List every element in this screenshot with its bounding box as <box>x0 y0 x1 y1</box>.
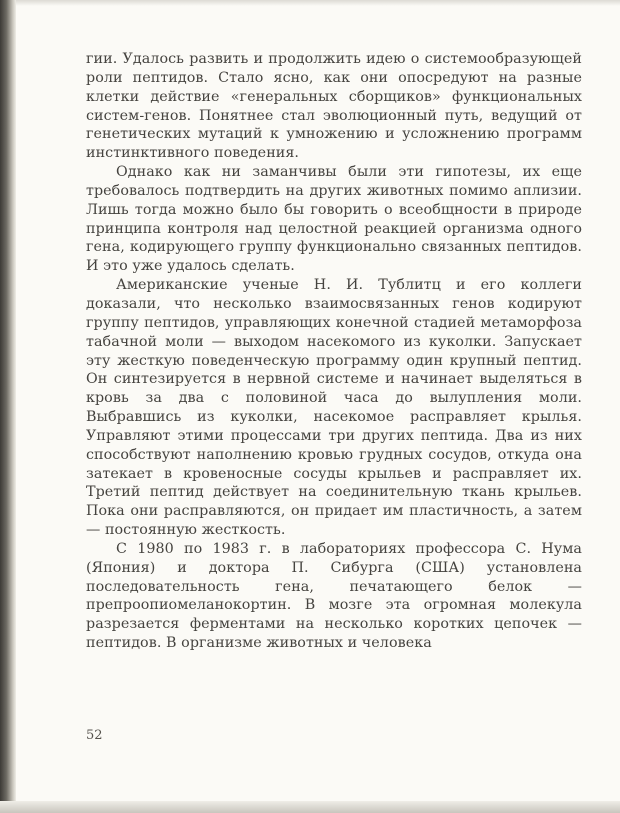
book-spine-shadow <box>0 0 16 813</box>
page-top-edge <box>0 0 620 6</box>
paragraph-4: С 1980 по 1983 г. в лабораториях профессора С. Нума (Япония) и доктора П. Сибурга (США) установлена последовательность гена, печатающего белок — препроопиомеланокортин. В мозге эта огромная молекула разрезается ферментами на несколько коротких цепочек — пептидов. В организме животных и человека <box>86 540 582 652</box>
paragraph-3: Американские ученые Н. И. Тублитц и его коллеги доказали, что несколько взаимосвязанных генов кодируют группу пептидов, управляющих конечной стадией метаморфоза табачной моли — выходом насекомого из куколки. Запускает эту жесткую поведенческую программу один крупный пептид. Он синтезируется в нервной системе и начинает выделяться в кровь за два с половиной часа до вылупления моли. Выбравшись из куколки, насекомое расправляет крылья. Управляют этими процессами три других пептида. Два из них способствуют наполнению кровью грудных сосудов, откуда она затекает в кровеносные сосуды крыльев и расправляет их. Третий пептид действует на соединительную ткань крыльев. Пока они расправляются, он придает им пластичность, а затем — постоянную жесткость. <box>86 277 582 539</box>
paragraph-1: гии. Удалось развить и продолжить идею о системообразующей роли пептидов. Стало ясно, как они опосредуют на разные клетки действие «генеральных сборщиков» функциональных систем-генов. Понятнее стал эволюционный путь, ведущий от генетических мутаций к умножению и усложнению программ инстинктивного поведения. <box>86 51 582 162</box>
page-number: 52 <box>86 728 103 743</box>
page-bottom-edge <box>0 801 620 813</box>
body-text <box>86 50 582 653</box>
paragraph-2: Однако как ни заманчивы были эти гипотезы, их еще требовалось подтвердить на других животных помимо аплизии. Лишь тогда можно было бы говорить о всеобщности в природе принципа контроля над целостной реакцией организма одного гена, кодирующего группу функционально связанных пептидов. И это уже удалось сделать. <box>86 164 582 275</box>
